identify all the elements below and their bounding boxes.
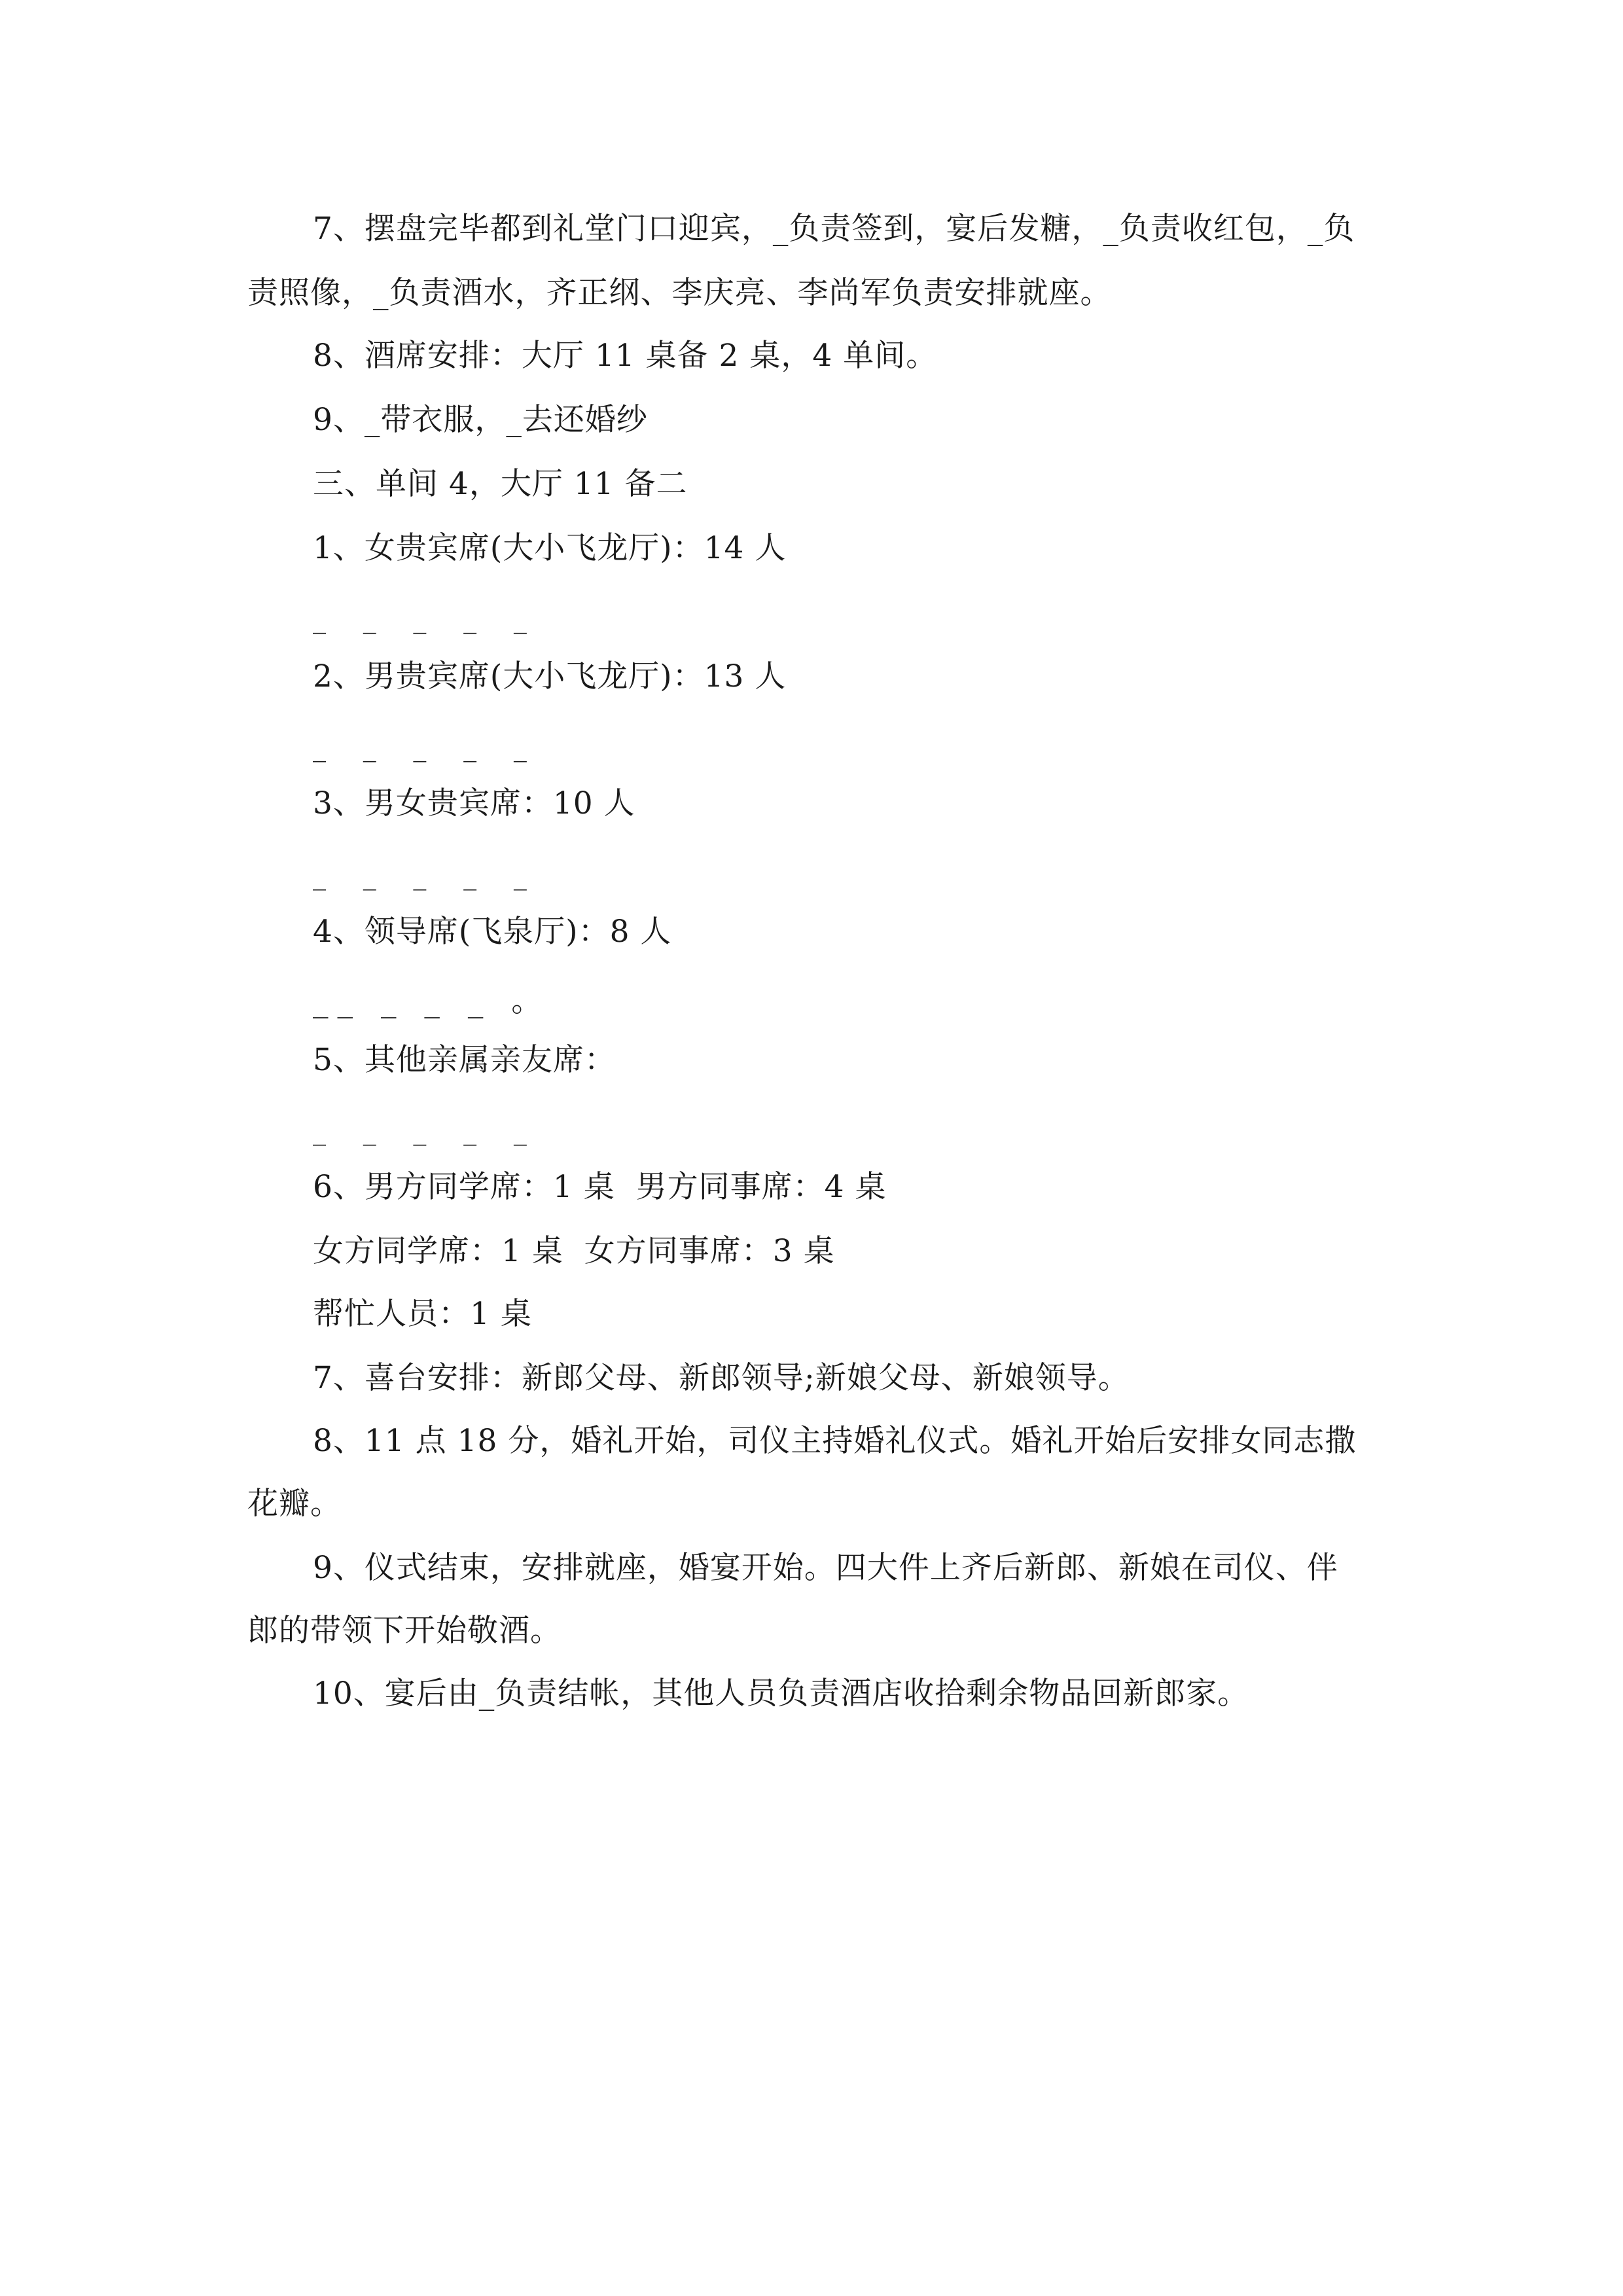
paragraph-7-line-2: 责照像，_负责酒水，齐正纲、李庆亮、李尚军负责安排就座。 bbox=[247, 275, 1112, 311]
section-3-heading: 三、单间 4，大厅 11 备二 bbox=[313, 466, 688, 502]
paragraph-9-clothes: 9、_带衣服，_去还婚纱 bbox=[313, 402, 648, 438]
blank-line-1: _ _ _ _ _ bbox=[313, 604, 541, 634]
item-10-checkout: 10、宴后由_负责结帐，其他人员负责酒店收拾剩余物品回新郎家。 bbox=[313, 1676, 1249, 1712]
item-8-line-1: 8、11 点 18 分，婚礼开始，司仪主持婚礼仪式。婚礼开始后安排女同志撒 bbox=[313, 1423, 1357, 1459]
paragraph-7-line-1: 7、摆盘完毕都到礼堂门口迎宾，_负责签到，宴后发糖，_负责收红包，_负 bbox=[313, 211, 1355, 247]
item-6-helpers: 帮忙人员：1 桌 bbox=[313, 1296, 532, 1332]
item-6-groom-tables: 6、男方同学席：1 桌 男方同事席：4 桌 bbox=[313, 1169, 887, 1205]
blank-line-5: _ _ _ _ _ bbox=[313, 1116, 541, 1146]
paragraph-8-seating: 8、酒席安排：大厅 11 桌备 2 桌，4 单间。 bbox=[313, 338, 938, 374]
blank-line-4: __ _ _ _ 。 bbox=[313, 983, 552, 1019]
item-2-male-vip: 2、男贵宾席(大小飞龙厅)：13 人 bbox=[313, 658, 787, 694]
blank-line-2: _ _ _ _ _ bbox=[313, 732, 541, 762]
item-1-female-vip: 1、女贵宾席(大小飞龙厅)：14 人 bbox=[313, 530, 787, 566]
item-9-line-2: 郎的带领下开始敬酒。 bbox=[247, 1613, 562, 1649]
item-7-stage: 7、喜台安排：新郎父母、新郎领导;新娘父母、新娘领导。 bbox=[313, 1360, 1130, 1396]
item-8-line-2: 花瓣。 bbox=[247, 1486, 342, 1522]
item-9-line-1: 9、仪式结束，安排就座，婚宴开始。四大件上齐后新郎、新娘在司仪、伴 bbox=[313, 1550, 1338, 1586]
item-4-leaders: 4、领导席(飞泉厅)：8 人 bbox=[313, 914, 672, 950]
blank-line-3: _ _ _ _ _ bbox=[313, 861, 541, 891]
item-3-mixed-vip: 3、男女贵宾席：10 人 bbox=[313, 785, 635, 821]
item-6-bride-tables: 女方同学席：1 桌 女方同事席：3 桌 bbox=[313, 1233, 835, 1269]
item-5-relatives: 5、其他亲属亲友席： bbox=[313, 1042, 616, 1078]
